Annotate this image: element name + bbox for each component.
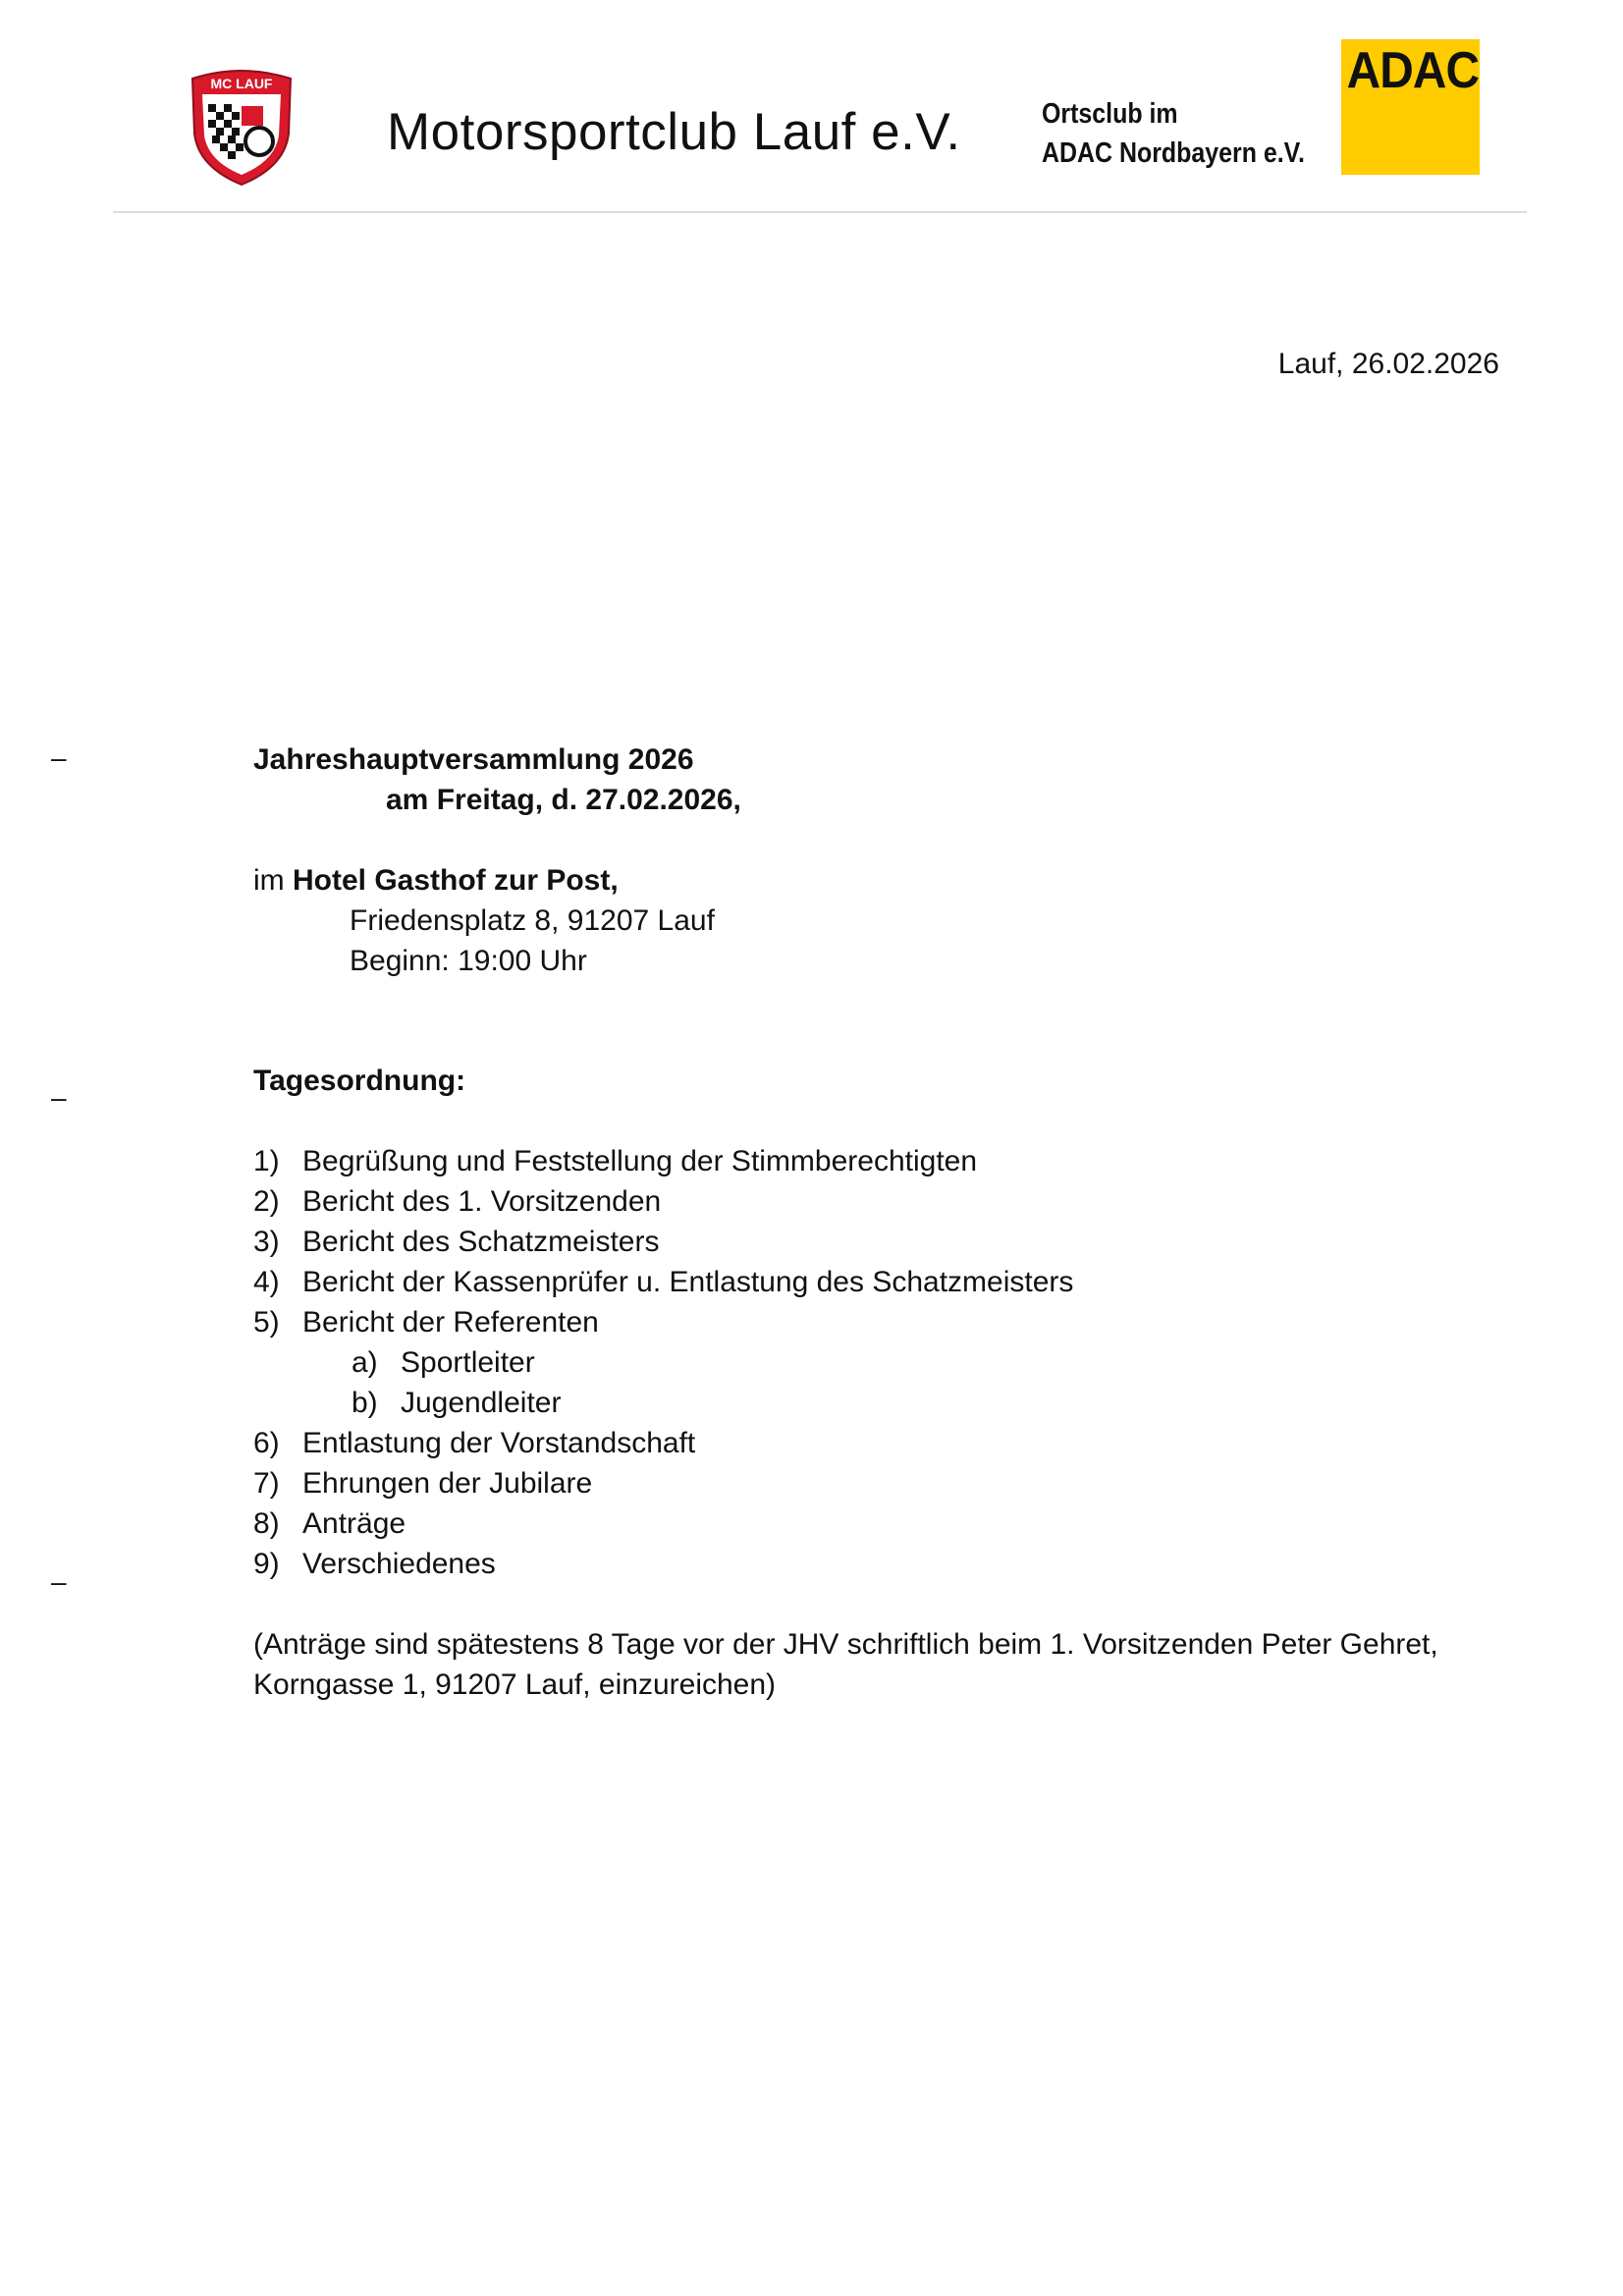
agenda-item-5: 5) Bericht der Referenten [253,1306,599,1339]
date-line: Lauf, 26.02.2026 [1277,348,1499,380]
event-venue [253,864,619,898]
event-title: Jahreshauptversammlung 2026 [253,743,694,776]
club-name: Motorsportclub Lauf e.V. [387,103,961,161]
agenda-item-7: 7) Ehrungen der Jubilare [253,1467,593,1500]
event-address: Friedensplatz 8, 91207 Lauf [350,904,715,937]
note-line-1: (Anträge sind spätestens 8 Tage vor der JHV schriftlich beim 1. Vorsitzenden Peter Gehret, [253,1628,1438,1661]
header-divider [113,211,1527,213]
ortsclub-line-2: ADAC Nordbayern e.V. [1042,137,1305,169]
venue-prefix: im [253,864,293,897]
agenda-subitem-b: b) Jugendleiter [352,1387,562,1419]
margin-mark-1: – [51,742,67,773]
venue-name: Hotel Gasthof zur Post, [293,864,619,897]
agenda-item-4: 4) Bericht der Kassenprüfer u. Entlastung des Schatzmeisters [253,1266,1074,1298]
note-line-2: Korngasse 1, 91207 Lauf, einzureichen) [253,1668,777,1701]
ortsclub-label [1042,94,1305,173]
adac-logo [1341,39,1480,175]
agenda-subitem-a: a) Sportleiter [352,1346,535,1379]
event-date: am Freitag, d. 27.02.2026, [386,784,741,816]
agenda-item-3: 3) Bericht des Schatzmeisters [253,1226,660,1258]
mc-lauf-logo [187,65,297,187]
margin-mark-2: – [51,1082,67,1113]
ortsclub-line-1: Ortsclub im [1042,98,1178,130]
agenda-item-8: 8) Anträge [253,1507,406,1540]
event-start: Beginn: 19:00 Uhr [350,945,587,977]
agenda-item-6: 6) Entlastung der Vorstandschaft [253,1427,696,1459]
agenda-heading: Tagesordnung: [253,1065,466,1097]
logo-text: MC LAUF [210,76,273,91]
adac-logo-text: ADAC [1346,42,1480,99]
agenda-item-2: 2) Bericht des 1. Vorsitzenden [253,1185,662,1218]
agenda-item-9: 9) Verschiedenes [253,1548,496,1580]
agenda-item-1: 1) Begrüßung und Feststellung der Stimmberechtigten [253,1145,978,1177]
margin-mark-3: – [51,1566,67,1597]
